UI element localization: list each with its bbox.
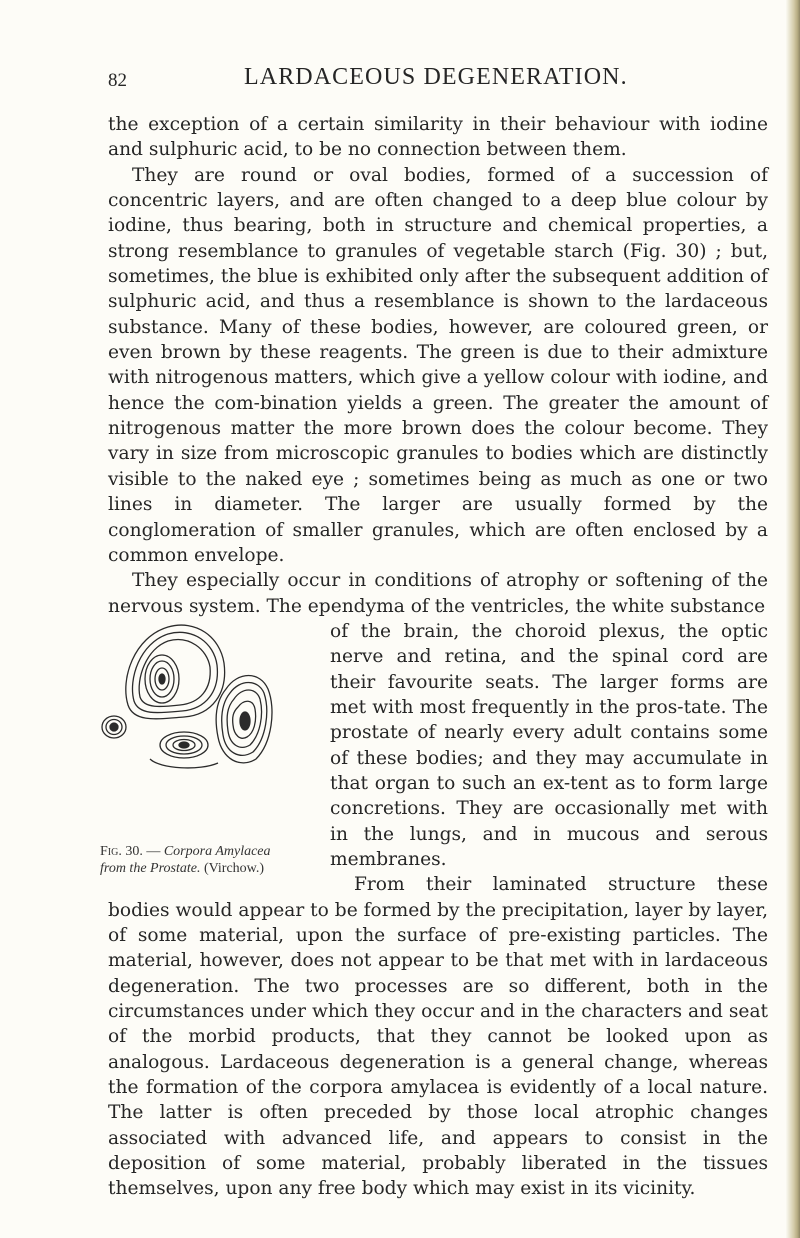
- paragraph-description: They are round or oval bodies, formed of a succession of concentric layers, and are often changed to a deep blue colour by iodine, thus bearing, both in structure and chemical properties, a strong resemblance to granules of vegetable starch (Fig. 30) ; but, sometimes, the blue is exhibited only after the subsequent addition of sulphuric acid, and thus a resemblance is shown to the lardaceous substance. Many of these bodies, however, are coloured green, or even brown by these reagents. The green is due to their admixture with nitrogenous matters, which give a yellow colour with iodine, and hence the com-bination yields a green. The greater the amount of nitrogenous matter the more brown does the colour become. They vary in size from microscopic granules to bodies which are distinctly visible to the naked eye ; sometimes being as much as one or two lines in diameter. The larger are usually formed by the conglomeration of smaller granules, which are often enclosed by a common envelope.: [108, 164, 768, 566]
- body-text: [100, 112, 768, 1202]
- page-header: [108, 64, 768, 100]
- page-number: 82: [108, 70, 127, 91]
- corpora-amylacea-illustration: [100, 619, 320, 843]
- paragraph-origin: From their laminated structure these bodies would appear to be formed by the precipitation, layer by layer, of some material, upon the surface of pre-existing particles. The material, however, does not appear to be that met with in lardaceous degeneration. The two processes are so different, both in the circumstances under which they occur and in the characters and seat of the morbid products, that they cannot be looked upon as analogous. Lardaceous degeneration is a general change, whereas the formation of the corpora amylacea is evidently of a local nature. The latter is often preceded by those local atrophic changes associated with advanced life, and appears to consist in the deposition of some material, probably liberated in the tissues themselves, upon any free body which may exist in its vicinity.: [108, 874, 768, 1200]
- figure-source: (Virchow.): [200, 860, 265, 876]
- paragraph-occurrence-lead: They especially occur in conditions of atrophy or softening of the nervous system. The ependyma of the ventricles, the white substance: [108, 570, 768, 617]
- paragraph-occurrence-wrap: of the brain, the choroid plexus, the optic nerve and retina, and the spinal cord are their favourite seats. The larger forms are met with most frequently in the pros-tate. The prostate of nearly every adult contains some of these bodies; and they may accumulate in that organ to such an ex-tent as to form large concretions. They are occasionally met with in the lungs, and in mucous and serous membranes.: [330, 620, 768, 870]
- granule-large-upper: [126, 625, 225, 719]
- granule-bottom: [150, 732, 218, 768]
- figure-corpora-amylacea: [100, 619, 320, 883]
- paragraph-continued: the exception of a certain similarity in their behaviour with iodine and sulphuric acid, to be no connection between them.: [108, 114, 768, 161]
- figure-title: Corpora Amylacea: [163, 843, 271, 859]
- caption-dash: —: [142, 843, 164, 859]
- granule-small-left: [102, 716, 126, 738]
- figure-from: from the Prostate.: [100, 860, 201, 876]
- figure-caption: [100, 843, 340, 877]
- page-edge-shadow: [786, 0, 800, 1238]
- granule-right: [216, 675, 272, 762]
- figure-label: Fig. 30.: [100, 843, 143, 859]
- running-title: LARDACEOUS DEGENERATION.: [244, 64, 628, 90]
